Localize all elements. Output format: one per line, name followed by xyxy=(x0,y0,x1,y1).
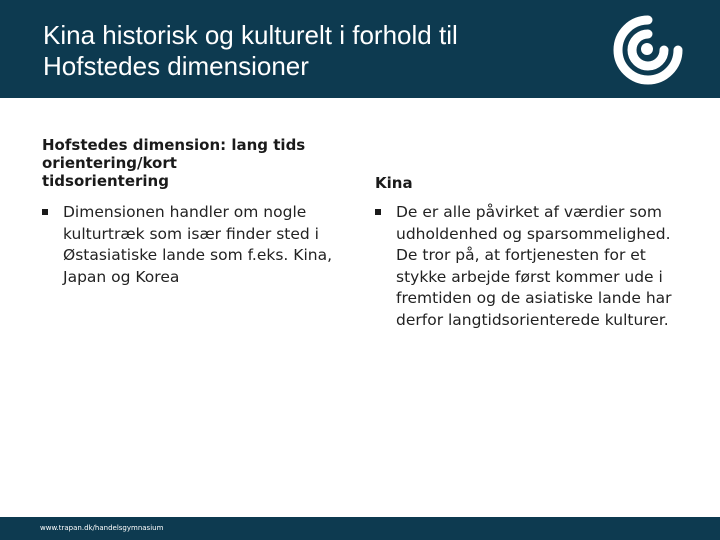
slide-title xyxy=(43,20,603,82)
slide-title-line-2: Hofstedes dimensioner xyxy=(43,51,309,81)
right-column-heading xyxy=(375,136,695,192)
left-column-heading xyxy=(42,136,352,192)
left-bullet-item xyxy=(42,202,352,288)
slide-title-line-1: Kina historisk og kulturelt i forhold til xyxy=(43,20,458,50)
bullet-square-icon xyxy=(375,209,381,215)
footer-url: www.trapan.dk/handelsgymnasium xyxy=(40,524,164,532)
left-heading-line-3: tidsorientering xyxy=(42,172,169,190)
slide-footer xyxy=(0,517,720,540)
right-column xyxy=(375,136,695,331)
right-bullet-item xyxy=(375,202,695,331)
left-heading-line-2: orientering/kort xyxy=(42,154,177,172)
left-bullet-text: Dimensionen handler om nogle kulturtræk som især finder sted i Østasiatiske lande som f.eks. Kina, Japan og Korea xyxy=(63,203,333,286)
bullet-square-icon xyxy=(42,209,48,215)
brand-logo-icon xyxy=(606,8,690,92)
left-column xyxy=(42,136,352,288)
right-bullet-text: De er alle påvirket af værdier som udholdenhed og sparsommelighed. De tror på, at fortjenesten for et stykke arbejde først kommer ude i fremtiden og de asiatiske lande har derfor langtidsorienterede kulturer. xyxy=(396,203,672,329)
left-heading-line-1: Hofstedes dimension: lang tids xyxy=(42,136,306,154)
slide-header xyxy=(0,0,720,98)
right-heading-text: Kina xyxy=(375,174,413,192)
